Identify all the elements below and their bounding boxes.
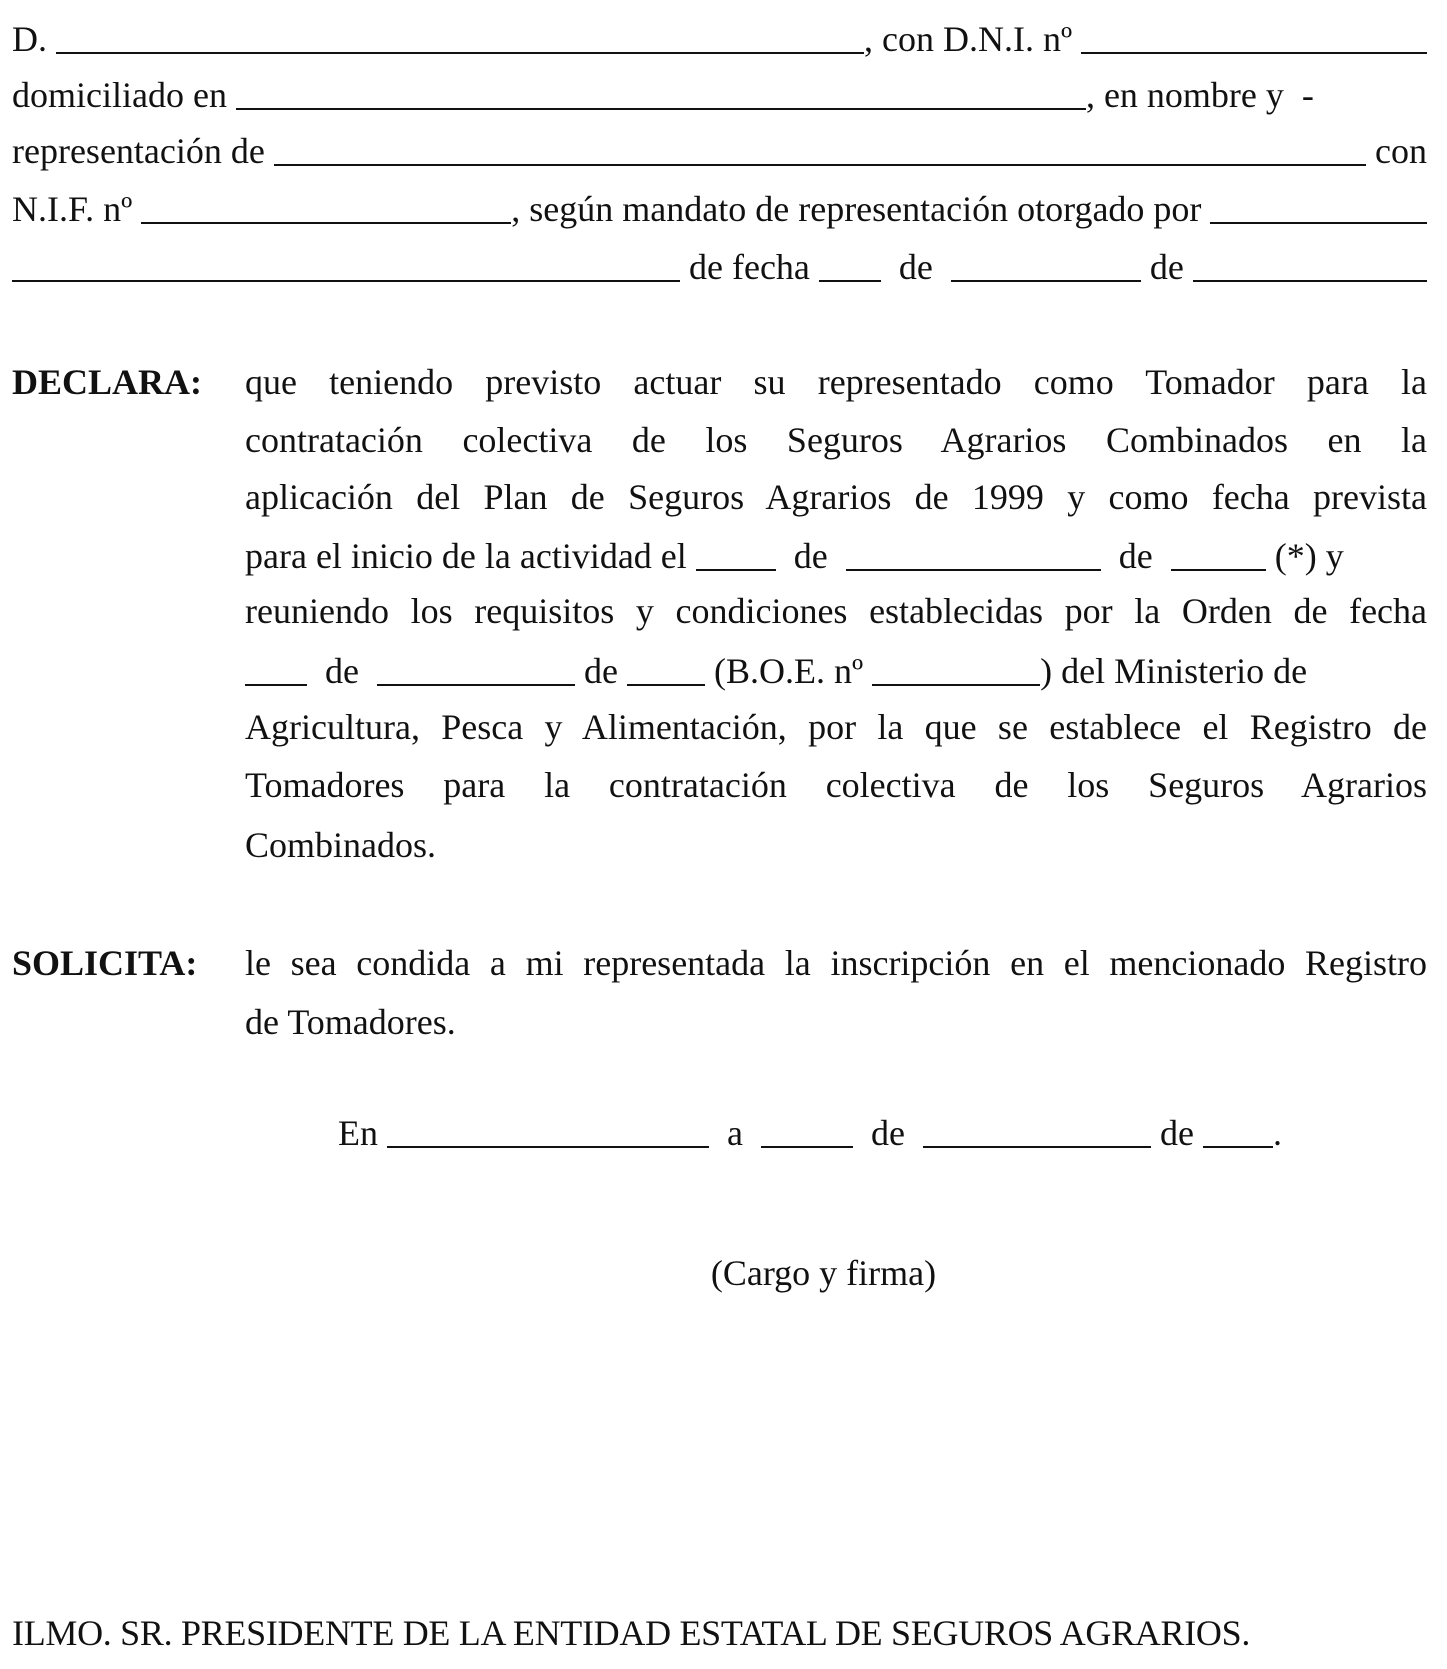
label-en: En bbox=[338, 1113, 387, 1153]
granted-by-field[interactable] bbox=[1210, 222, 1427, 224]
declara-label: DECLARA: bbox=[12, 362, 203, 402]
represented-field[interactable] bbox=[274, 164, 1366, 166]
addressee: ILMO. SR. PRESIDENTE DE LA ENTIDAD ESTATAL DE SEGUROS AGRARIOS. bbox=[12, 1613, 1251, 1653]
label-dni: , con D.N.I. nº bbox=[864, 19, 1082, 59]
label-de-fecha: de fecha bbox=[680, 247, 819, 287]
label-domicilio: domiciliado en bbox=[12, 75, 236, 115]
solicita-line-2-text: de Tomadores. bbox=[245, 1002, 456, 1042]
signature-line bbox=[338, 1110, 1433, 1156]
order-day-field[interactable] bbox=[245, 684, 307, 686]
sign-day-field[interactable] bbox=[761, 1146, 853, 1148]
label-de-1: de bbox=[880, 247, 951, 287]
label-inicio: para el inicio de la actividad el bbox=[245, 536, 696, 576]
label-de-4: de bbox=[1100, 536, 1171, 576]
label-con: con bbox=[1366, 131, 1427, 171]
header-line-3 bbox=[12, 128, 1427, 174]
label-de-8: de bbox=[1150, 1113, 1203, 1153]
order-month-field[interactable] bbox=[377, 684, 575, 686]
date-day-field[interactable] bbox=[819, 280, 881, 282]
label-en-nombre: , en nombre y - bbox=[1085, 75, 1314, 115]
address-field[interactable] bbox=[236, 108, 1086, 110]
declara-line-1: que teniendo previsto actuar su representado como Tomador para la bbox=[245, 362, 1427, 402]
sign-month-field[interactable] bbox=[923, 1146, 1151, 1148]
declara-line-8: Tomadores para la contratación colectiva de los Seguros Agrarios bbox=[245, 765, 1427, 805]
declara-line-9-text: Combinados. bbox=[245, 825, 437, 865]
label-de-5: de bbox=[307, 651, 377, 691]
label-de-7: de bbox=[852, 1113, 923, 1153]
label-nif: N.I.F. nº bbox=[12, 189, 142, 229]
signature-caption: (Cargo y firma) bbox=[710, 1253, 937, 1293]
label-a: a bbox=[709, 1113, 761, 1153]
granted-by-field-cont[interactable] bbox=[12, 280, 680, 282]
solicita-label: SOLICITA: bbox=[12, 943, 198, 983]
label-d: D. bbox=[12, 19, 56, 59]
declara-line-4 bbox=[245, 529, 1427, 579]
label-mandato: , según mandato de representación otorgado por bbox=[511, 189, 1211, 229]
declara-line-7: Agricultura, Pesca y Alimentación, por la que se establece el Registro de bbox=[245, 707, 1427, 747]
label-representacion: representación de bbox=[12, 131, 274, 171]
start-day-field[interactable] bbox=[696, 569, 776, 571]
solicita-line-2 bbox=[245, 995, 1427, 1045]
header-line-2 bbox=[12, 72, 1427, 118]
declara-line-3: aplicación del Plan de Seguros Agrarios de 1999 y como fecha prevista bbox=[245, 477, 1427, 517]
solicita-line-1: le sea condida a mi representada la inscripción en el mencionado Registro bbox=[245, 943, 1427, 983]
boe-number-field[interactable] bbox=[872, 684, 1040, 686]
label-de-6: de bbox=[574, 651, 627, 691]
label-de-3: de bbox=[775, 536, 846, 576]
date-month-field[interactable] bbox=[951, 280, 1141, 282]
place-field[interactable] bbox=[387, 1146, 709, 1148]
name-field[interactable] bbox=[56, 52, 864, 54]
declara-line-6 bbox=[245, 644, 1427, 694]
sign-year-field[interactable] bbox=[1203, 1146, 1273, 1148]
label-asterisk: (*) y bbox=[1265, 536, 1344, 576]
declara-line-9 bbox=[245, 818, 1427, 868]
label-de-2: de bbox=[1140, 247, 1193, 287]
declara-line-2: contratación colectiva de los Seguros Agrarios Combinados en la bbox=[245, 420, 1427, 460]
label-ministerio: ) del Ministerio de bbox=[1040, 651, 1308, 691]
header-line-5 bbox=[12, 244, 1427, 290]
order-year-field[interactable] bbox=[627, 684, 705, 686]
declara-line-5: reuniendo los requisitos y condiciones establecidas por la Orden de fecha bbox=[245, 591, 1427, 631]
start-month-field[interactable] bbox=[846, 569, 1101, 571]
header-line-4 bbox=[12, 186, 1427, 232]
label-period: . bbox=[1272, 1113, 1282, 1153]
dni-field[interactable] bbox=[1081, 52, 1427, 54]
label-boe: (B.O.E. nº bbox=[704, 651, 873, 691]
start-year-field[interactable] bbox=[1171, 569, 1266, 571]
header-line-1 bbox=[12, 16, 1427, 62]
date-year-field[interactable] bbox=[1193, 280, 1427, 282]
nif-field[interactable] bbox=[141, 222, 511, 224]
